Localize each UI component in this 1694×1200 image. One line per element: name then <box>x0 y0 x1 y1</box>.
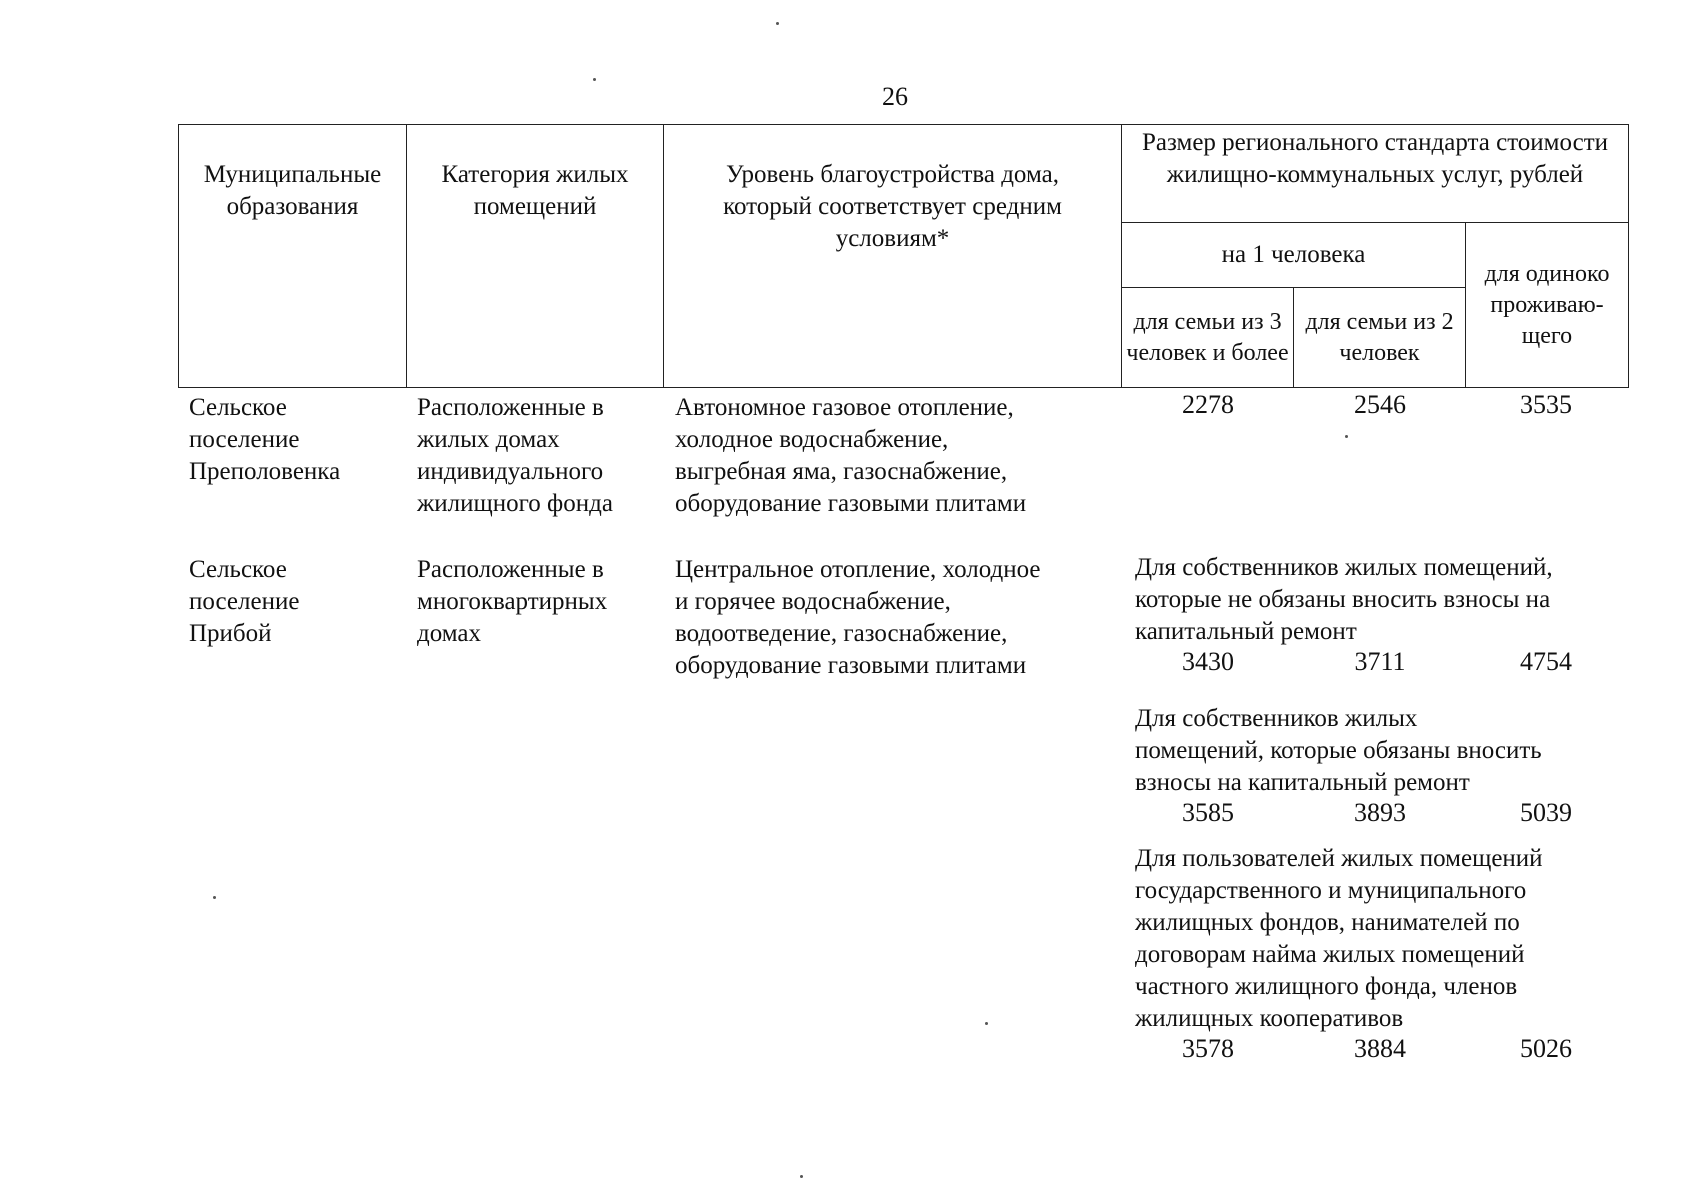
row2-amenities: Центральное отопление, холодное и горячее водоснабжение, водоотведение, газоснабжение, оборудование газовыми плитами <box>675 556 1041 679</box>
header-category: Категория жилых помещений <box>407 125 664 388</box>
header-standard-size: Размер регионального стандарта стоимости жилищно-коммунальных услуг, рублей <box>1122 125 1629 223</box>
page-number: 26 <box>882 82 908 111</box>
row2-group1-value-family2: 3711 <box>1354 647 1406 676</box>
row2-group2-value-single: 5039 <box>1520 798 1572 827</box>
header-family-3: для семьи из 3 человек и более <box>1122 288 1294 388</box>
header-municipality: Муниципальные образования <box>179 125 407 388</box>
row2-group3-value-family2: 3884 <box>1354 1034 1406 1063</box>
row1-value-family2: 2546 <box>1354 390 1406 419</box>
row1-value-single: 3535 <box>1520 390 1572 419</box>
scan-speck <box>800 1175 803 1178</box>
row2-group3-label: Для пользователей жилых помещений государственного и муниципального жилищных фондов, нанимателей по договорам найма жилых помещений частного жилищного фонда, членов жилищных кооперативов <box>1135 845 1543 1032</box>
scan-speck <box>1345 435 1348 438</box>
row1-amenities: Автономное газовое отопление, холодное водоснабжение, выгребная яма, газоснабжение, оборудование газовыми плитами <box>675 394 1027 517</box>
row2-group3-value-family3: 3578 <box>1182 1034 1234 1063</box>
row2-group1-value-family3: 3430 <box>1182 647 1234 676</box>
table-header <box>178 124 1629 388</box>
header-family-2: для семьи из 2 человек <box>1294 288 1466 388</box>
row2-group1-label: Для собственников жилых помещений, которые не обязаны вносить взносы на капитальный ремонт <box>1135 554 1553 645</box>
row2-category: Расположенные в многоквартирных домах <box>417 556 608 647</box>
row2-municipality: Сельское поселение Прибой <box>189 556 300 647</box>
row2-group3-value-single: 5026 <box>1520 1034 1572 1063</box>
scan-speck <box>985 1022 988 1025</box>
header-single-resident: для одиноко проживаю-щего <box>1466 223 1629 388</box>
row2-group2-label: Для собственников жилых помещений, которые обязаны вносить взносы на капитальный ремонт <box>1135 705 1542 796</box>
scan-speck <box>213 896 216 899</box>
row2-group2-value-family3: 3585 <box>1182 798 1234 827</box>
header-amenities: Уровень благоустройства дома, который соответствует средним условиям* <box>664 125 1122 388</box>
row1-municipality: Сельское поселение Преполовенка <box>189 394 341 485</box>
row2-group1-value-single: 4754 <box>1520 647 1572 676</box>
scan-speck <box>776 22 779 25</box>
row1-category: Расположенные в жилых домах индивидуального жилищного фонда <box>417 394 613 517</box>
row1-value-family3: 2278 <box>1182 390 1234 419</box>
header-per-person: на 1 человека <box>1122 223 1466 288</box>
scan-speck <box>593 78 596 81</box>
row2-group2-value-family2: 3893 <box>1354 798 1406 827</box>
